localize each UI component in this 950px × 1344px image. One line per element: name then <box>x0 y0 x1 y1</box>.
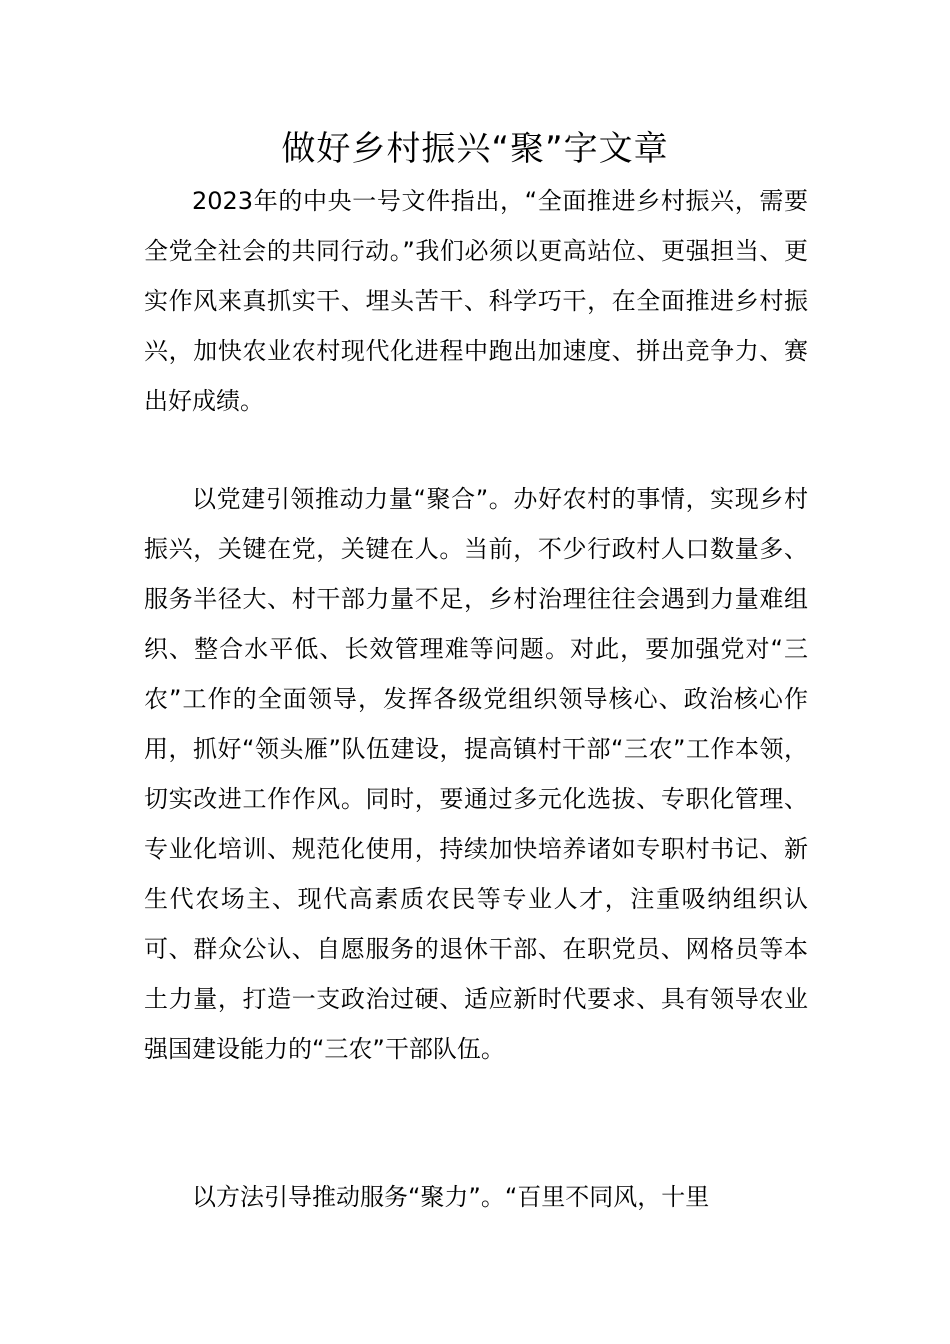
paragraph-method-service: 以方法引导推动服务“聚力”。“百里不同风，十里 <box>192 1183 710 1211</box>
paragraph-intro: 2023年的中央一号文件指出，“全面推进乡村振兴，需要全党全社会的共同行动。”我们必须以更高站位、更强担当、更实作风来真抓实干、埋头苦干、科学巧干，在全面推进乡村振兴，加快农业农村现代化进程中跑出加速度、拼出竞争力、赛出好成绩。 <box>144 187 808 415</box>
document-title: 做好乡村振兴“聚”字文章 <box>281 129 669 169</box>
paragraph-party-building: 以党建引领推动力量“聚合”。办好农村的事情，实现乡村振兴，关键在党，关键在人。当前，不少行政村人口数量多、服务半径大、村干部力量不足，乡村治理往往会遇到力量难组织、整合水平低、长效管理难等问题。对此，要加强党对“三农”工作的全面领导，发挥各级党组织领导核心、政治核心作用，抓好“领头雁”队伍建设，提高镇村干部“三农”工作本领，切实改进工作作风。同时，要通过多元化选拔、专职化管理、专业化培训、规范化使用，持续加快培养诸如专职村书记、新生代农场主、现代高素质农民等专业人才，注重吸纳组织认可、群众公认、自愿服务的退休干部、在职党员、网格员等本土力量，打造一支政治过硬、适应新时代要求、具有领导农业强国建设能力的“三农”干部队伍。 <box>144 485 808 1063</box>
